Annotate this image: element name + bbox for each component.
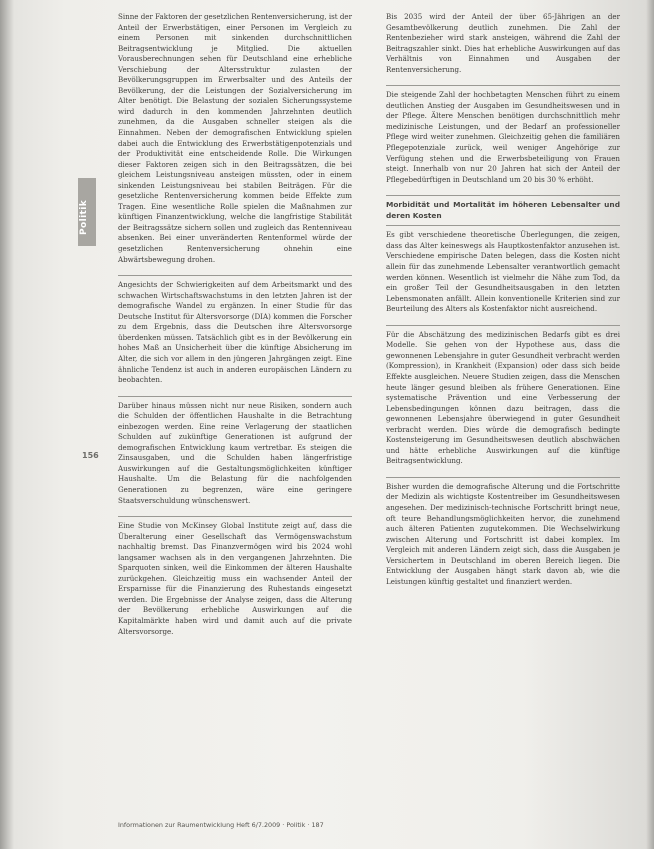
paragraph-divider (118, 516, 352, 517)
page-number: 156 (82, 451, 99, 460)
body-paragraph: Eine Studie von McKinsey Global Institute zeigt auf, dass die Überalterung einer Gesellschaft das Vermögenswachstum nachhaltig bremst. Das Finanzvermögen wird bis 2024 wohl langsamer wachsen als in den vergangenen Jahrzehnten. Die Sparquoten sinken, weil die Einkommen der älteren Haushalte zurückgehen. Gleichzeitig muss ein wachsender Anteil der Ersparnisse für die Finanzierung des Ruhestands eingesetzt werden. Die Ergebnisse der Analyse zeigen, dass die Alterung der Bevölkerung erhebliche Auswirkungen auf die Kapitalmärkte haben wird und damit auch auf die private Altersvorsorge. (118, 521, 352, 636)
paragraph-divider (386, 325, 620, 326)
left-text-column (118, 12, 352, 647)
body-paragraph: Bisher wurden die demografische Alterung und die Fortschritte der Medizin als wichtigste Kostentreiber im Gesundheitswesen angesehen. Der medizinisch-technische Fortschritt bringt neue, oft teure Behandlungsmöglichkeiten hervor, die zunehmend auch älteren Patienten zugutekommen. Die Wechselwirkung zwischen Alterung und Fortschritt ist dabei komplex. Im Vergleich mit anderen Ländern zeigt sich, dass die Ausgaben je Versichertem in Deutschland im oberen Bereich liegen. Die Entwicklung der Ausgaben hängt stark davon ab, wie die Leistungen künftig gestaltet und finanziert werden. (386, 481, 620, 586)
page-footer-citation: Informationen zur Raumentwicklung Heft 6/7.2009 · Politik · 187 (118, 821, 324, 829)
body-paragraph: Angesichts der Schwierigkeiten auf dem Arbeitsmarkt und des schwachen Wirtschaftswachstums in den letzten Jahren ist der demografische Wandel zu ergänzen. In einer Studie für das Deutsche Institut für Altersvorsorge (DIA) kommen die Forscher zu dem Ergebnis, dass die Deutschen ihre Altersvorsorge überdenken müssen. Tatsächlich gibt es in der Bevölkerung ein hohes Maß an Unsicherheit über die künftige Absicherung im Alter, die sich vor allem in den jüngeren Jahrgängen zeigt. Eine ähnliche Tendenz ist auch in anderen europäischen Ländern zu beobachten. (118, 280, 352, 385)
paragraph-divider (118, 396, 352, 397)
scan-right-edge (646, 0, 654, 849)
right-text-column (386, 12, 620, 597)
body-paragraph: Die steigende Zahl der hochbetagten Menschen führt zu einem deutlichen Anstieg der Ausgaben im Gesundheitswesen und in der Pflege. Ältere Menschen benötigen durchschnittlich mehr medizinische Leistungen, und der Bedarf an professioneller Pflege wird weiter zunehmen. Gleichzeitig gehen die familiären Pflegepotenziale zurück, weil weniger Angehörige zur Verfügung stehen und die Erwerbsbeteiligung von Frauen steigt. Innerhalb von nur 20 Jahren hat sich der Anteil der Pflegebedürftigen in Deutschland um 20 bis 30 % erhöht. (386, 90, 620, 184)
scan-left-edge (0, 0, 14, 849)
paragraph-divider (386, 477, 620, 478)
body-paragraph: Bis 2035 wird der Anteil der über 65-Jährigen an der Gesamtbevölkerung deutlich zunehmen. Die Zahl der Rentenbezieher wird stark ansteigen, während die Zahl der Beitragszahler sinkt. Dies hat erhebliche Auswirkungen auf das Verhältnis von Einnahmen und Ausgaben der Rentenversicherung. (386, 12, 620, 74)
paragraph-divider (118, 275, 352, 276)
section-tab-label: Politik (79, 199, 89, 235)
paragraph-divider (386, 85, 620, 86)
body-paragraph: Sinne der Faktoren der gesetzlichen Rentenversicherung, ist der Anteil der Erwerbstätigen, einer Personen im Vergleich zu einem Personen mit sinkenden durchschnittlichen Beitragsentwicklung je Mitglied. Die aktuellen Vorausberechnungen sehen für Deutschland eine erhebliche Verschiebung der Altersstruktur zulasten der Bevölkerungsgruppen im Erwerbsalter und des Anteils der Bevölkerung, der die Leistungen der Sozialversicherung im Alter benötigt. Die Belastung der sozialen Sicherungssysteme wird dadurch in den kommenden Jahrzehnten deutlich zunehmen, da die Ausgaben schneller steigen als die Einnahmen. Neben der demografischen Entwicklung spielen dabei auch die Entwicklung des Erwerbstätigenpotenzials und der Produktivität eine entscheidende Rolle. Die Wirkungen dieser Faktoren zeigen sich in den Beitragssätzen, die bei gleichem Leistungsniveau ansteigen müssten, oder in einem sinkenden Leistungsniveau bei stabilen Beiträgen. Für die gesetzliche Rentenversicherung kommen beide Effekte zum Tragen. Eine wesentliche Rolle spielen die Maßnahmen zur künftigen Finanzentwicklung, welche die langfristige Stabilität der Beitragssätze sichern sollen und zugleich das Rentenniveau absenken. Bei einer unveränderten Rentenformel würde der gesetzlichen Rentenversicherung ohnehin eine Abwärtsbewegung drohen. (118, 12, 352, 264)
section-heading: Morbidität und Mortalität im höheren Lebensalter und deren Kosten (386, 200, 620, 220)
body-paragraph: Darüber hinaus müssen nicht nur neue Risiken, sondern auch die Schulden der öffentlichen Haushalte in die Betrachtung einbezogen werden. Eine reine Verlagerung der staatlichen Schulden auf zukünftige Generationen ist aufgrund der demografischen Entwicklung kaum vertretbar. Es steigen die Zinsausgaben, und die Schulden haben längerfristige Auswirkungen auf die Gestaltungsmöglichkeiten künftiger Haushalte. Um die Belastung für die nachfolgenden Generationen zu begrenzen, wäre eine geringere Staatsverschuldung wünschenswert. (118, 400, 352, 505)
body-paragraph: Es gibt verschiedene theoretische Überlegungen, die zeigen, dass das Alter keineswegs als Hauptkostenfaktor anzusehen ist. Verschiedene empirische Daten belegen, dass die Kosten nicht allein für das zunehmende Lebensalter verantwortlich gemacht werden können. Wesentlich ist vielmehr die Nähe zum Tod, da ein großer Teil der Gesundheitsausgaben in den letzten Lebensmonaten anfällt. Allein konventionelle Kriterien sind zur Beurteilung des Alters als Kostenfaktor nicht ausreichend. (386, 230, 620, 314)
paragraph-divider (386, 195, 620, 196)
heading-divider (386, 225, 620, 226)
body-paragraph: Für die Abschätzung des medizinischen Bedarfs gibt es drei Modelle. Sie gehen von der Hypothese aus, dass die gewonnenen Lebensjahre in guter Gesundheit verbracht werden (Kompression), in Krankheit (Expansion) oder dass sich beide Effekte ausgleichen. Neuere Studien zeigen, dass die Menschen heute länger gesund bleiben als frühere Generationen. Eine systematische Prävention und eine Verbesserung der Lebensbedingungen können dazu beitragen, dass die gewonnenen Lebensjahre überwiegend in guter Gesundheit verbracht werden. Dies würde die demografisch bedingte Kostensteigerung im Gesundheitswesen deutlich abschwächen und hätte erhebliche Auswirkungen auf die künftige Beitragsentwicklung. (386, 329, 620, 466)
